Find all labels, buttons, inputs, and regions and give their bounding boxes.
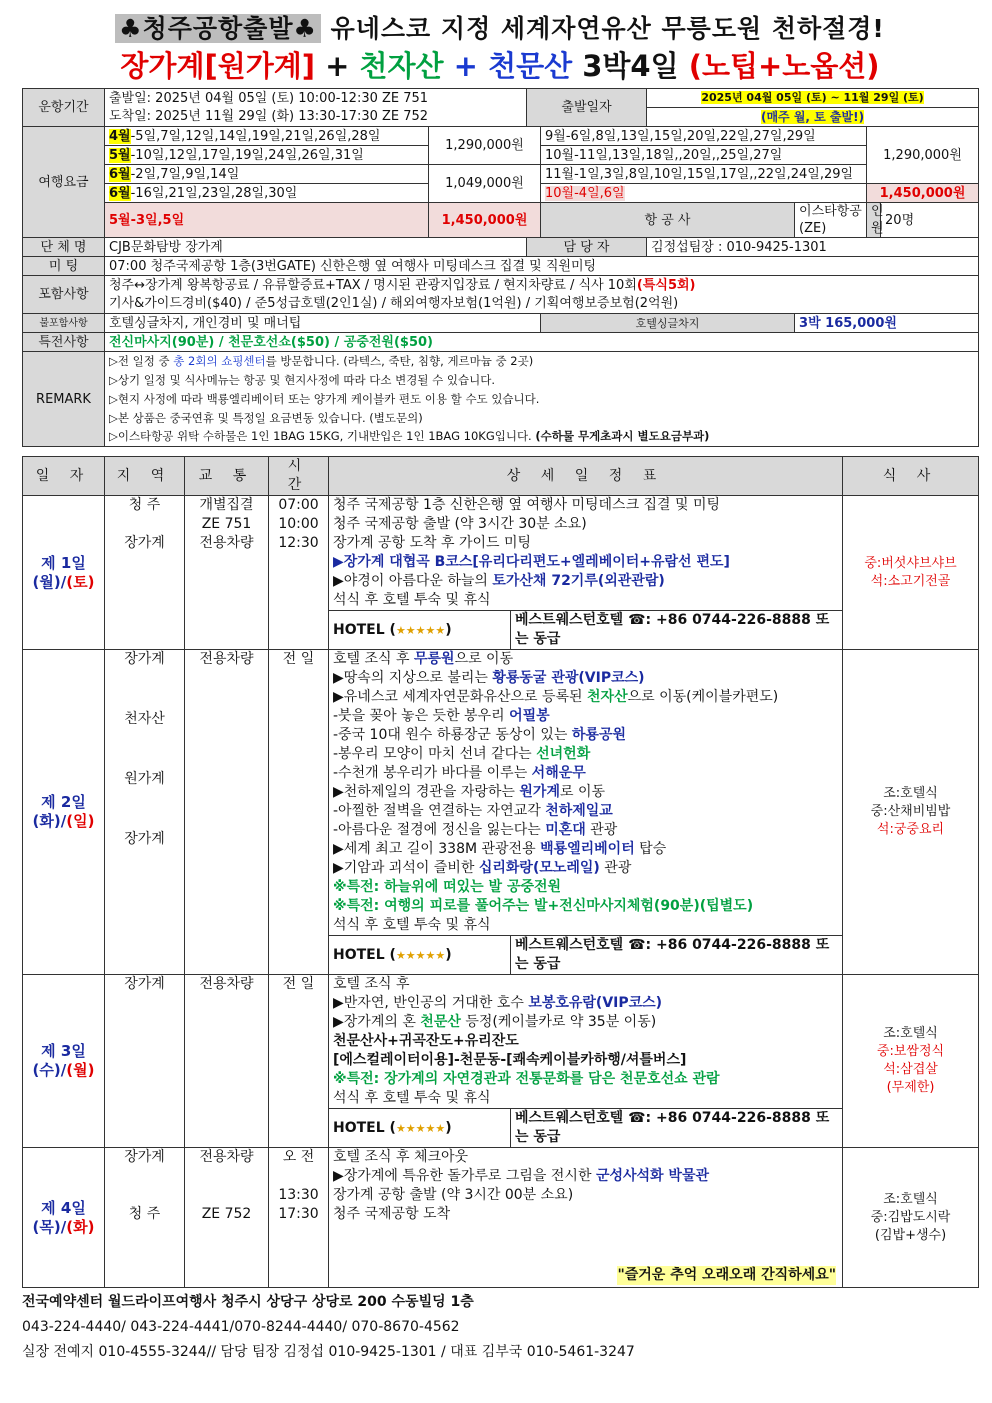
header-region: 지 역	[105, 457, 185, 496]
day2-region: 장가계 천자산 원가계 장가계	[105, 650, 185, 975]
day3-region: 장가계	[105, 975, 185, 1148]
footer-agency: 전국예약센터 월드라이프여행사 청주시 상당구 상당로 200 수동빌딩 1층	[22, 1294, 474, 1310]
footer-contacts: 실장 전예지 010-4555-3244// 담당 팀장 김정섭 010-9425-1301 / 대표 김부국 010-5461-3247	[22, 1344, 635, 1360]
title-plus-1: +	[315, 49, 360, 83]
day2-label: 제 2일 (화)/(일)	[23, 650, 105, 975]
closing-message: "즐거운 추억 오래오래 간직하세요"	[617, 1267, 837, 1283]
excl-value: 호텔싱글차지, 개인경비 및 매너팁	[105, 314, 541, 333]
fare-row-may: 5월-10일,12일,17일,19일,24일,26일,31일	[105, 146, 429, 165]
day4-meal: 조:호텔식 중:김밥도시락 (김밥+생수)	[843, 1148, 979, 1288]
day1-meal: 중:버섯샤브샤브 석:소고기전골	[843, 496, 979, 650]
day3-transport: 전용차량	[185, 975, 269, 1148]
price-b: 1,049,000원	[429, 165, 541, 203]
fare-row-june-1: 6월-2일,7일,9일,14일	[105, 165, 429, 184]
date-note: (매주 월, 토 출발!)	[647, 108, 979, 127]
title-zhangjiajie: 장가계[원가계]	[120, 49, 316, 83]
day2-detail: 호텔 조식 후 무릉원으로 이동 ▶땅속의 지상으로 불리는 황룡동굴 관광(VIP코스) ▶유네스코 세계자연문화유산으로 등록된 천자산으로 이동(케이블카편도) -붓을 꽂아 놓은 듯한 봉우리 어필봉 -중국 10대 원수 하룡장군 동상이 있는 하룡공원 -봉우리 모양이 마치 선녀 같다는 선녀헌화 -수천개 봉우리가 바다를 이루는 서해운무 ▶천하제일의 경관을 자랑하는 원가계로 이동 -아찔한 절벽을 연결하는 자연교각 천하제일교 -아름다운 절경에 정신을 잃는다는 미혼대 관광 ▶세계 최고 길이 338M 관광전용 백룡엘리베이터 탑승 ▶기암과 괴석이 즐비한 십리화랑(모노레일) 관광 ※특전: 하늘위에 떠있는 발 공중전원 ※특전: 여행의 피로를 풀어주는 발+전신마사지체험(90분)(팁별도) 석식 후 호텔 투숙 및 휴식	[329, 650, 843, 936]
day2-meal: 조:호텔식 중:산채비빔밥 석:궁중요리	[843, 650, 979, 975]
remark-4: ▷본 상품은 중국연휴 및 특정일 요금변동 있습니다. (별도문의)	[105, 409, 979, 428]
day3-hotel-name: 베스트웨스턴호텔 ☎: +86 0744-226-8888 또는 동급	[511, 1109, 843, 1148]
title-tianzishan: 천자산	[359, 49, 444, 83]
date-label: 출발일자	[527, 89, 647, 127]
meet-value: 07:00 청주국제공항 1층(3번GATE) 신한은행 옆 여행사 미팅데스크 집결 및 직원미팅	[105, 257, 979, 276]
incl-line-1: 청주↔장가계 왕복항공료 / 유류할증료+TAX / 명시된 관광지입장료 / 현지차량료 / 식사 10회(특식5회)	[105, 276, 979, 295]
itinerary-page	[22, 12, 978, 1365]
pax-value: 20명	[881, 203, 979, 238]
airline-value: 이스타항공(ZE)	[795, 203, 867, 238]
day1-hotel-name: 베스트웨스턴호텔 ☎: +86 0744-226-8888 또는 동급	[511, 611, 843, 650]
day1-hotel-label: HOTEL (★★★★★)	[329, 611, 511, 650]
period-label: 운항기간	[23, 89, 105, 127]
fare-row-nov: 11월-1일,3일,8일,10일,15일,17일,,22일,24일,29일	[541, 165, 867, 184]
hotel-stars-icon: ★★★★★	[395, 948, 446, 962]
day1-time: 07:00 10:00 12:30	[269, 496, 329, 650]
remark-label: REMARK	[23, 352, 105, 447]
day1-detail: 청주 국제공항 1층 신한은행 옆 여행사 미팅데스크 집결 및 미팅 청주 국제공항 출발 (약 3시간 30분 소요) 장가계 공항 도착 후 가이드 미팅 ▶장가계 대협곡 B코스[유리다리편도+엘레베이터+유람선 편도] ▶야경이 아름다운 하늘의 토가산채 72기루(외관관람) 석식 후 호텔 투숙 및 휴식	[329, 496, 843, 611]
day1-transport: 개별집결 ZE 751 전용차량	[185, 496, 269, 650]
title-headline: 유네스코 지정 세계자연유산 무릉도원 천하절경!	[320, 14, 885, 43]
day3-label: 제 3일 (수)/(월)	[23, 975, 105, 1148]
fare-row-sep: 9월-6일,8일,13일,15일,20일,22일,27일,29일	[541, 127, 867, 146]
fare-row-june-2: 6월-16일,21일,23일,28일,30일	[105, 184, 429, 203]
info-table	[22, 88, 979, 447]
header-time: 시 간	[269, 457, 329, 496]
single-value: 3박 165,000원	[795, 314, 979, 333]
fare-row-april: 4월-5일,7일,12일,14일,19일,21일,26일,28일	[105, 127, 429, 146]
hotel-stars-icon: ★★★★★	[395, 1121, 446, 1135]
remark-3: ▷현지 사정에 따라 백룡엘리베이터 또는 양가계 케이블카 편도 이용 할 수도 있습니다.	[105, 390, 979, 409]
day4-time: 오 전 13:30 17:30	[269, 1148, 329, 1288]
footer-phones: 043-224-4440/ 043-224-4441/070-8244-4440/ 070-8670-4562	[22, 1319, 460, 1335]
day1-region: 청 주 장가계	[105, 496, 185, 650]
fare-row-oct-holiday: 10월-4일,6일	[541, 184, 867, 203]
single-label: 호텔싱글차지	[541, 314, 795, 333]
date-range: 2025년 04월 05일 (토) ~ 11월 29일 (토)	[647, 89, 979, 108]
header-transport: 교 통	[185, 457, 269, 496]
day3-meal: 조:호텔식 중:보쌈정식 석:삼겹살 (무제한)	[843, 975, 979, 1148]
fare-row-oct: 10월-11일,13일,18일,,20일,,25일,27일	[541, 146, 867, 165]
day4-detail: 호텔 조식 후 체크아웃 ▶장가계에 특유한 돌가루로 그림을 전시한 군성사석화 박물관 장가계 공항 출발 (약 3시간 00분 소요) 청주 국제공항 도착 "즐거운 추억 오래오래 간직하세요"	[329, 1148, 843, 1288]
schedule-table	[22, 456, 979, 1288]
pax-label: 인 원	[867, 203, 881, 238]
special-value: 전신마사지(90분) / 천문호선쇼($50) / 공중전원($50)	[105, 333, 979, 352]
day4-label: 제 4일 (목)/(화)	[23, 1148, 105, 1288]
day2-hotel-name: 베스트웨스턴호텔 ☎: +86 0744-226-8888 또는 동급	[511, 936, 843, 975]
special-label: 특전사항	[23, 333, 105, 352]
title-origin: ♣청주공항출발♣	[115, 14, 321, 43]
group-value: CJB문화탐방 장가계	[105, 238, 527, 257]
remark-1: ▷전 일정 중 총 2회의 쇼핑센터를 방문합니다. (라텍스, 죽탄, 침향, 게르마늄 중 2곳)	[105, 352, 979, 371]
remark-5: ▷이스타항공 위탁 수하물은 1인 1BAG 15KG, 기내반입은 1인 1BAG 10KG입니다. (수하물 무게초과시 별도요금부과)	[105, 428, 979, 447]
airline-label: 항 공 사	[541, 203, 795, 238]
group-label: 단 체 명	[23, 238, 105, 257]
title-no-tip: (노팁+노옵션)	[688, 49, 880, 83]
fare-row-may-holiday: 5월-3일,5일	[105, 203, 429, 238]
day1-label: 제 1일 (월)/(토)	[23, 496, 105, 650]
meet-label: 미 팅	[23, 257, 105, 276]
day3-detail: 호텔 조식 후 ▶반자연, 반인공의 거대한 호수 보봉호유람(VIP코스) ▶장가계의 혼 천문산 등정(케이블카로 약 35분 이동) 천문산사+귀곡잔도+유리잔도 [에스컬레이터이용]-천문동-[쾌속케이블카하행/셔틀버스] ※특전: 장가계의 자연경관과 전통문화를 담은 천문호선쇼 관람 석식 후 호텔 투숙 및 휴식	[329, 975, 843, 1109]
header-date: 일 자	[23, 457, 105, 496]
fare-label: 여행요금	[23, 127, 105, 238]
title-tianmenshan: 천문산	[488, 49, 573, 83]
day4-transport: 전용차량 ZE 752	[185, 1148, 269, 1288]
day3-time: 전 일	[269, 975, 329, 1148]
price-r1: 1,290,000원	[867, 127, 979, 184]
day2-hotel-label: HOTEL (★★★★★)	[329, 936, 511, 975]
title-line-1	[22, 12, 978, 46]
price-r2: 1,450,000원	[867, 184, 979, 203]
day4-region: 장가계 청 주	[105, 1148, 185, 1288]
incl-line-2: 기사&가이드경비($40) / 준5성급호텔(2인1실) / 해외여행자보험(1억원) / 기획여행보증보험(2억원)	[105, 295, 979, 314]
price-a: 1,290,000원	[429, 127, 541, 165]
incl-label: 포함사항	[23, 276, 105, 314]
day2-time: 전 일	[269, 650, 329, 975]
header-detail: 상 세 일 정 표	[329, 457, 843, 496]
footer	[22, 1290, 978, 1365]
title-plus-2: +	[443, 49, 489, 83]
manager-label: 담 당 자	[527, 238, 647, 257]
title-duration: 3박4일	[572, 49, 689, 83]
depart-info: 출발일: 2025년 04월 05일 (토) 10:00-12:30 ZE 751	[105, 89, 527, 108]
header-meal: 식 사	[843, 457, 979, 496]
day2-transport: 전용차량	[185, 650, 269, 975]
day3-hotel-label: HOTEL (★★★★★)	[329, 1109, 511, 1148]
excl-label: 불포함사항	[23, 314, 105, 333]
price-c: 1,450,000원	[429, 203, 541, 238]
title-line-2	[22, 46, 978, 88]
hotel-stars-icon: ★★★★★	[395, 623, 446, 637]
manager-value: 김정섭팀장 : 010-9425-1301	[647, 238, 979, 257]
remark-2: ▷상기 일정 및 식사메뉴는 항공 및 현지사정에 따라 다소 변경될 수 있습니다.	[105, 371, 979, 390]
arrive-info: 도착일: 2025년 11월 29일 (화) 13:30-17:30 ZE 752	[105, 108, 527, 127]
